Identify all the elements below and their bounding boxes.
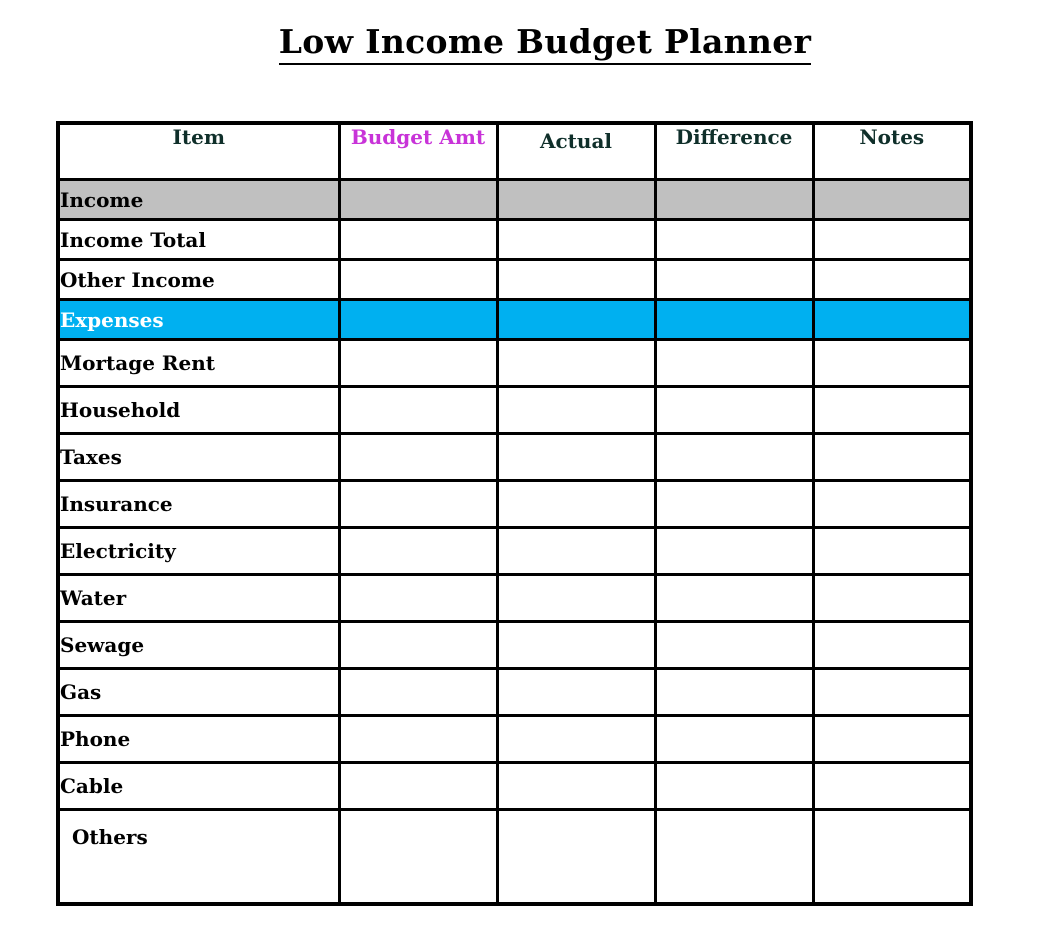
difference-cell[interactable]: [655, 528, 813, 575]
notes-cell[interactable]: [813, 716, 971, 763]
notes-cell[interactable]: [813, 260, 971, 300]
section-label-income: Income: [58, 180, 339, 220]
notes-cell[interactable]: [813, 622, 971, 669]
row-label-sewage: Sewage: [58, 622, 339, 669]
row-label-phone: Phone: [58, 716, 339, 763]
notes-cell[interactable]: [813, 220, 971, 260]
budget-table: [56, 121, 973, 906]
actual-cell[interactable]: [497, 528, 655, 575]
actual-cell[interactable]: [497, 387, 655, 434]
row-label-income-total: Income Total: [58, 220, 339, 260]
difference-cell[interactable]: [655, 260, 813, 300]
difference-cell[interactable]: [655, 434, 813, 481]
column-header-item: Item: [58, 123, 339, 180]
budget-amt-cell[interactable]: [339, 669, 497, 716]
table-row-taxes: [58, 434, 971, 481]
table-row-electricity: [58, 528, 971, 575]
difference-cell[interactable]: [655, 622, 813, 669]
column-header-actual: Actual: [497, 123, 655, 180]
actual-cell[interactable]: [497, 220, 655, 260]
table-row-sewage: [58, 622, 971, 669]
notes-cell[interactable]: [813, 387, 971, 434]
column-header-budget-amt: Budget Amt: [339, 123, 497, 180]
budget-amt-cell[interactable]: [339, 387, 497, 434]
table-row-cable: [58, 763, 971, 810]
header-row: [58, 123, 971, 180]
difference-cell[interactable]: [655, 810, 813, 905]
difference-cell: [655, 300, 813, 340]
actual-cell[interactable]: [497, 810, 655, 905]
difference-cell: [655, 180, 813, 220]
row-label-others: Others: [58, 810, 339, 905]
column-header-notes: Notes: [813, 123, 971, 180]
notes-cell[interactable]: [813, 810, 971, 905]
difference-cell[interactable]: [655, 481, 813, 528]
budget-amt-cell[interactable]: [339, 716, 497, 763]
row-label-household: Household: [58, 387, 339, 434]
notes-cell[interactable]: [813, 481, 971, 528]
budget-amt-cell[interactable]: [339, 481, 497, 528]
actual-cell: [497, 180, 655, 220]
budget-amt-cell: [339, 180, 497, 220]
difference-cell[interactable]: [655, 716, 813, 763]
budget-amt-cell[interactable]: [339, 622, 497, 669]
page-title: [0, 22, 1052, 65]
budget-amt-cell[interactable]: [339, 340, 497, 387]
actual-cell[interactable]: [497, 763, 655, 810]
table-row-income-total: [58, 220, 971, 260]
difference-cell[interactable]: [655, 575, 813, 622]
difference-cell[interactable]: [655, 669, 813, 716]
actual-cell[interactable]: [497, 434, 655, 481]
budget-amt-cell[interactable]: [339, 220, 497, 260]
table-row-water: [58, 575, 971, 622]
actual-cell[interactable]: [497, 260, 655, 300]
row-label-mortage-rent: Mortage Rent: [58, 340, 339, 387]
row-label-cable: Cable: [58, 763, 339, 810]
budget-amt-cell[interactable]: [339, 434, 497, 481]
notes-cell[interactable]: [813, 575, 971, 622]
table-row-household: [58, 387, 971, 434]
table-row-other-income: [58, 260, 971, 300]
row-label-other-income: Other Income: [58, 260, 339, 300]
row-label-water: Water: [58, 575, 339, 622]
actual-cell: [497, 300, 655, 340]
actual-cell[interactable]: [497, 340, 655, 387]
section-label-expenses: Expenses: [58, 300, 339, 340]
table-row-gas: [58, 669, 971, 716]
row-label-taxes: Taxes: [58, 434, 339, 481]
actual-cell[interactable]: [497, 575, 655, 622]
budget-amt-cell[interactable]: [339, 575, 497, 622]
budget-amt-cell[interactable]: [339, 528, 497, 575]
section-row-income: [58, 180, 971, 220]
notes-cell[interactable]: [813, 669, 971, 716]
budget-amt-cell[interactable]: [339, 763, 497, 810]
page-title-text: Low Income Budget Planner: [279, 22, 811, 65]
row-label-insurance: Insurance: [58, 481, 339, 528]
notes-cell: [813, 180, 971, 220]
notes-cell[interactable]: [813, 763, 971, 810]
difference-cell[interactable]: [655, 763, 813, 810]
notes-cell[interactable]: [813, 340, 971, 387]
table-row-others: [58, 810, 971, 905]
column-header-difference: Difference: [655, 123, 813, 180]
actual-cell[interactable]: [497, 481, 655, 528]
actual-cell[interactable]: [497, 622, 655, 669]
notes-cell[interactable]: [813, 528, 971, 575]
table-row-phone: [58, 716, 971, 763]
budget-amt-cell[interactable]: [339, 810, 497, 905]
difference-cell[interactable]: [655, 340, 813, 387]
difference-cell[interactable]: [655, 220, 813, 260]
row-label-electricity: Electricity: [58, 528, 339, 575]
table-row-mortage-rent: [58, 340, 971, 387]
budget-amt-cell[interactable]: [339, 260, 497, 300]
table-row-insurance: [58, 481, 971, 528]
actual-cell[interactable]: [497, 669, 655, 716]
section-row-expenses: [58, 300, 971, 340]
actual-cell[interactable]: [497, 716, 655, 763]
row-label-gas: Gas: [58, 669, 339, 716]
notes-cell[interactable]: [813, 434, 971, 481]
budget-amt-cell: [339, 300, 497, 340]
difference-cell[interactable]: [655, 387, 813, 434]
notes-cell: [813, 300, 971, 340]
